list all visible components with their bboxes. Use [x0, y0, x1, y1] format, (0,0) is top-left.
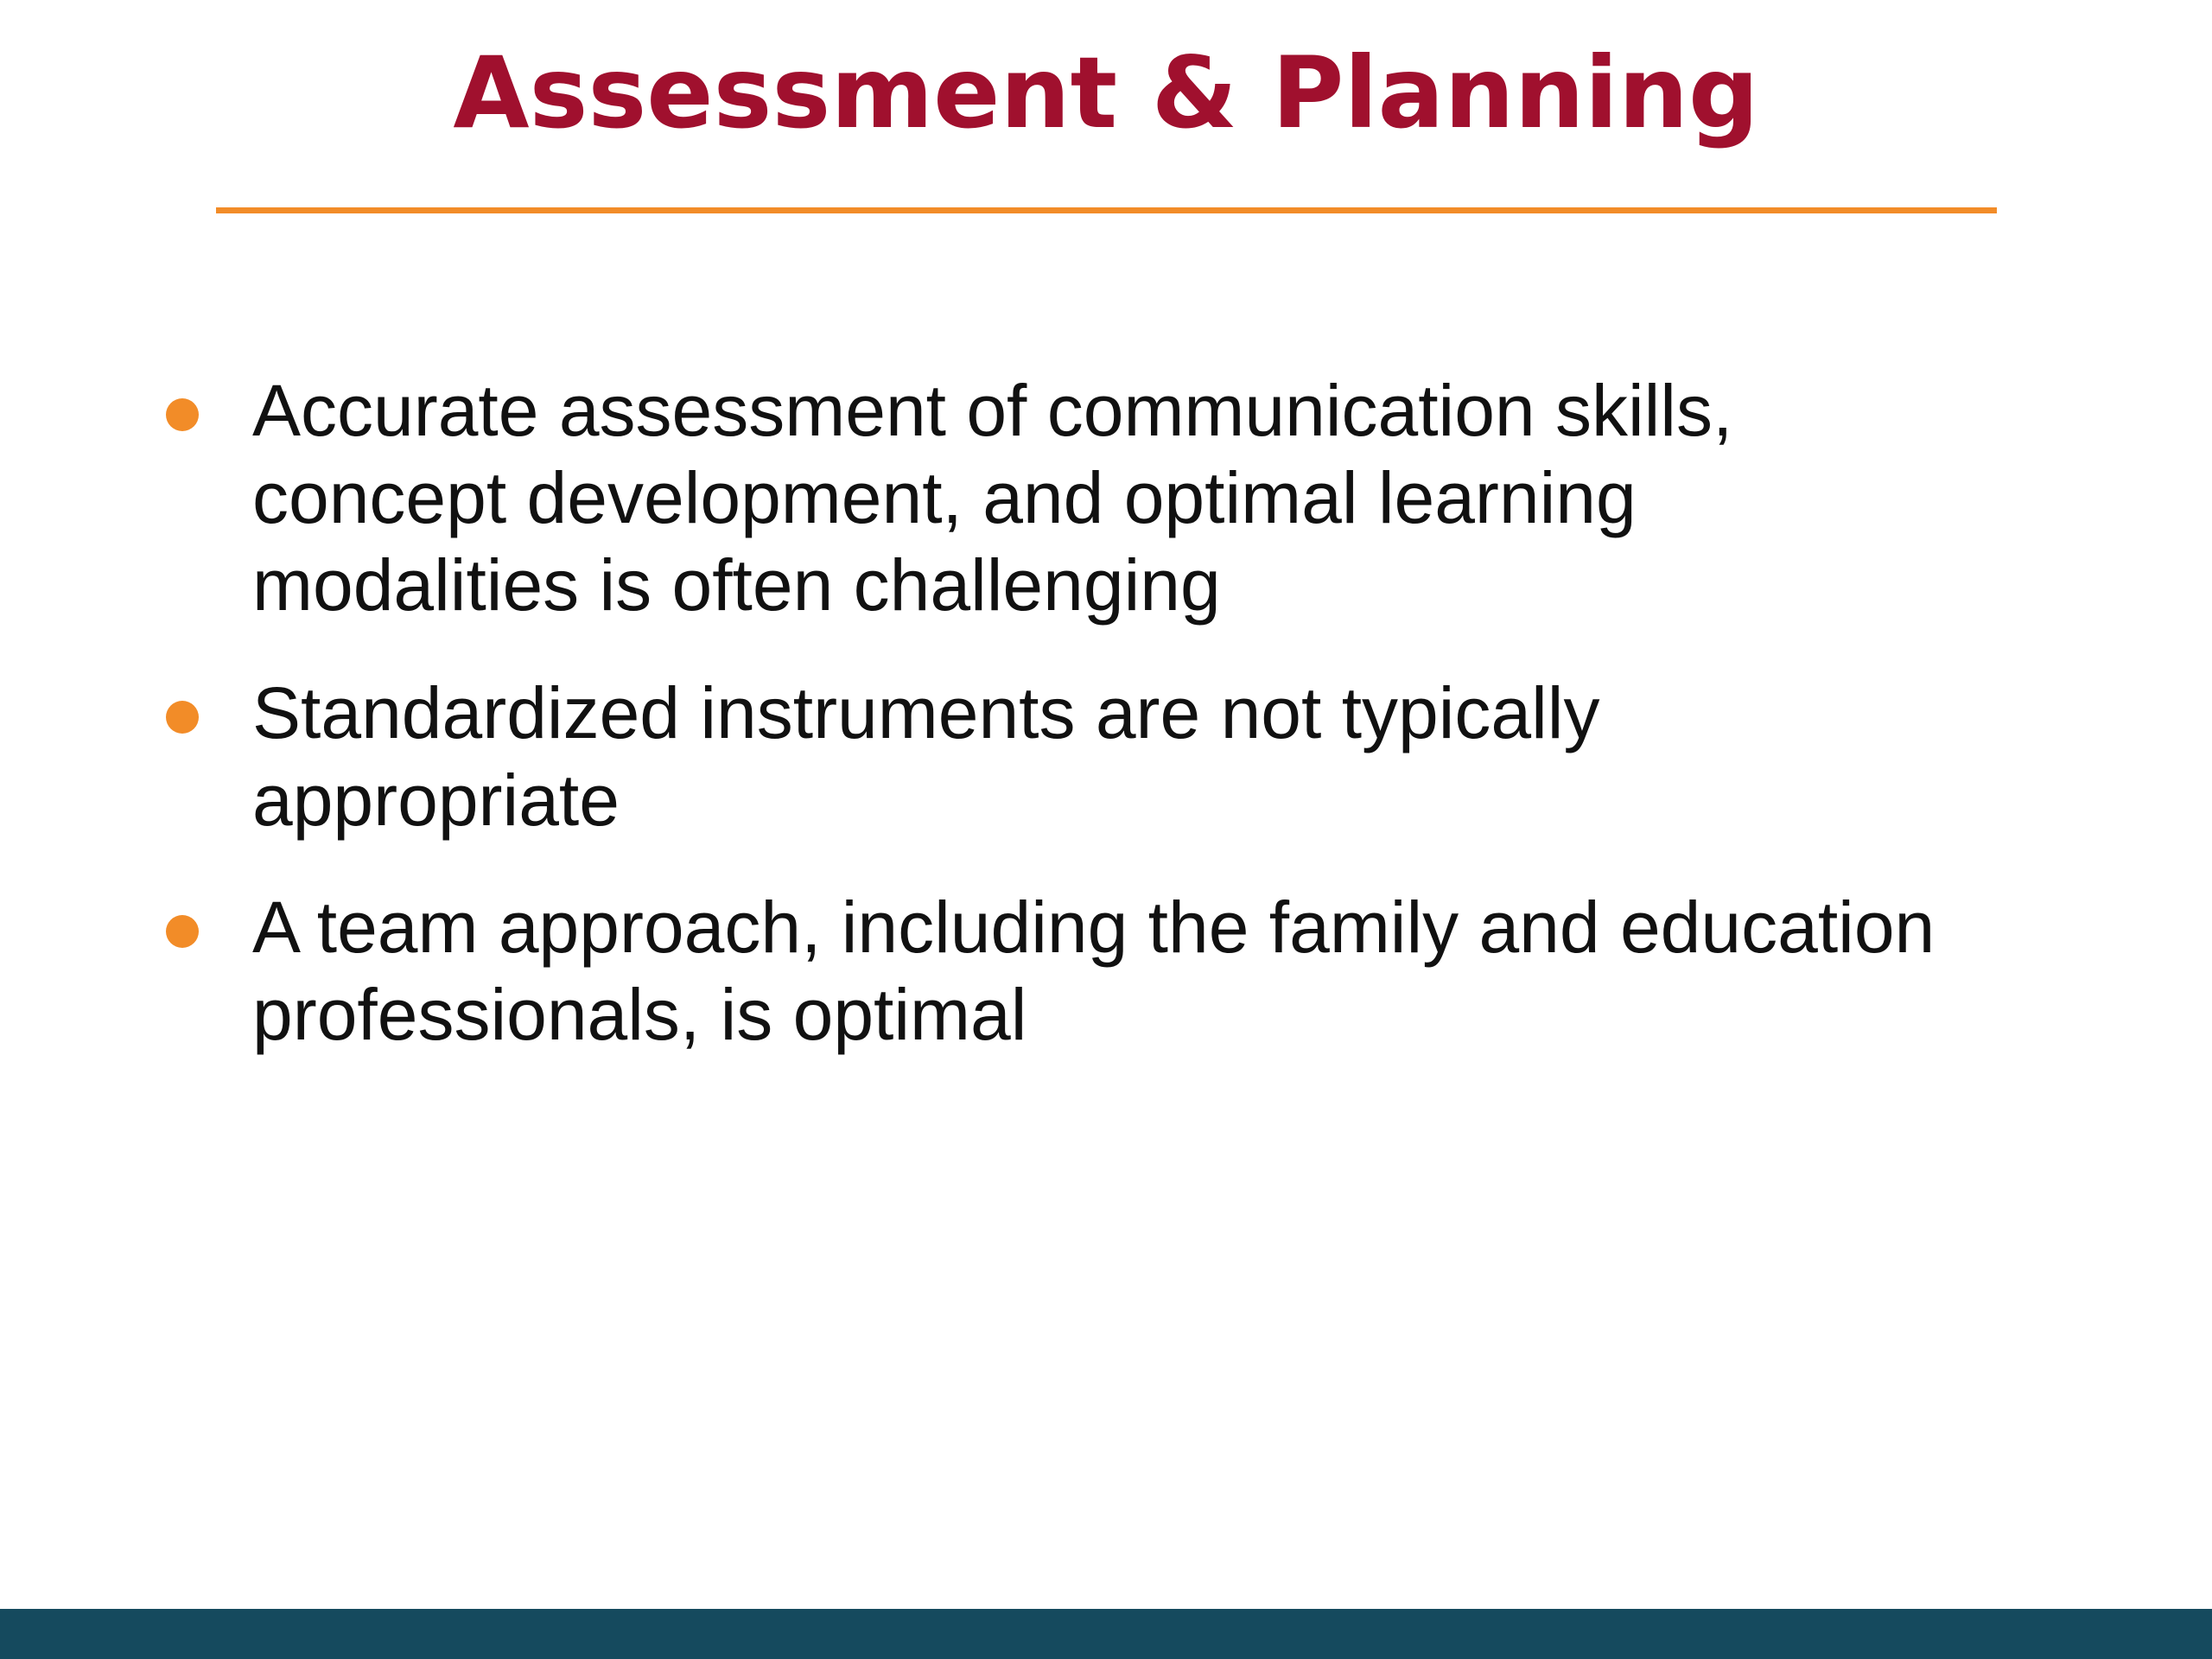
footer-bar — [0, 1609, 2212, 1659]
bullet-text: A team approach, including the family and education professionals, is optimal — [252, 887, 1936, 1055]
bullet-text: Standardized instruments are not typically appropriate — [252, 672, 1600, 841]
bullet-dot-icon — [166, 701, 199, 734]
bullet-dot-icon — [166, 915, 199, 948]
slide-title: Assessment & Planning — [453, 35, 1759, 150]
title-divider — [216, 207, 1997, 213]
bullet-text: Accurate assessment of communication skills, concept development, and optimal learning modalities is often challenging — [252, 370, 1733, 626]
bullet-dot-icon — [166, 398, 199, 431]
